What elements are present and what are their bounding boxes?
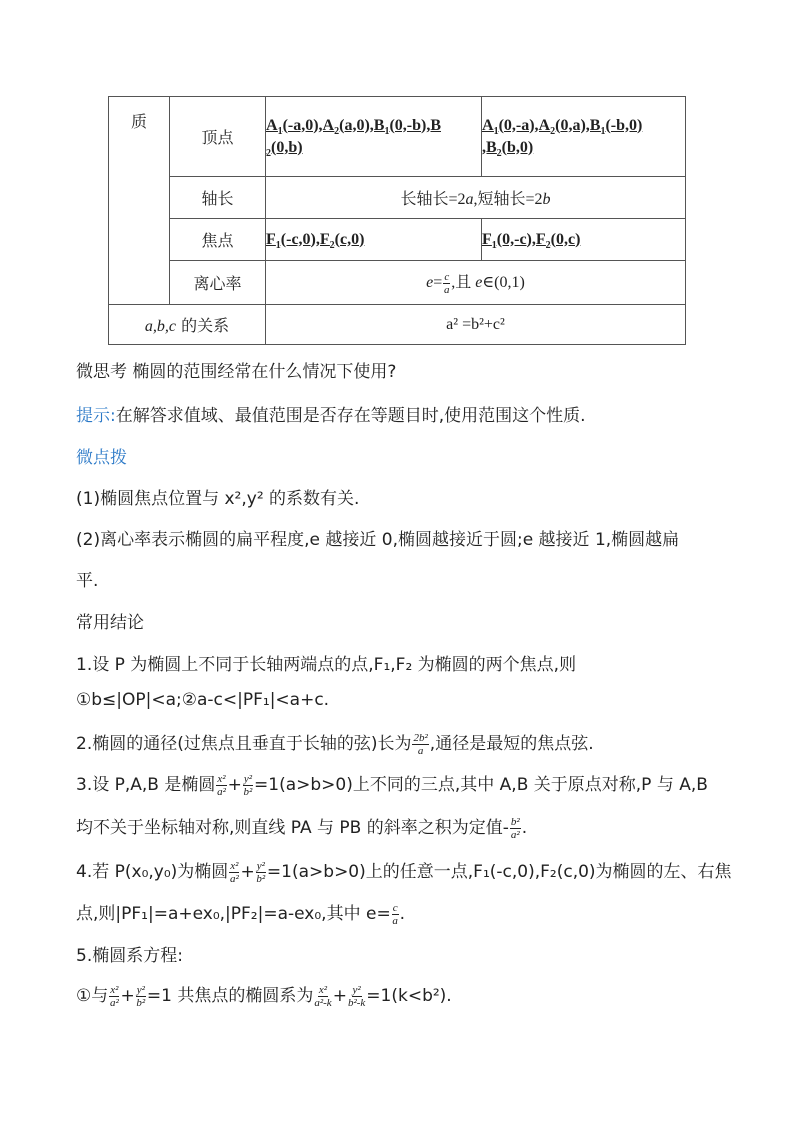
- conclusion-3b: 均不关于坐标轴对称,则直线 PA 与 PB 的斜率之积为定值- $\frac{\text{b²}}{\text{a²}}$ .: [76, 815, 528, 841]
- point-1: (1)椭圆焦点位置与 x²,y² 的系数有关.: [76, 489, 360, 509]
- conclusion-2: 2.椭圆的通径(过焦点且垂直于长轴的弦)长为 $\frac{\text{2b²}}{a}$ ,通径是最短的焦点弦.: [76, 731, 594, 757]
- focus-horizontal: $F_1(-c,0),F_2(c,0)$: [266, 219, 482, 261]
- ellipse-properties-table: [108, 96, 686, 345]
- think-question: 微思考 椭圆的范围经常在什么情况下使用?: [76, 362, 397, 382]
- conclusion-5: 5.椭圆系方程:: [76, 946, 183, 966]
- axis-label: 轴长: [170, 177, 266, 219]
- conclusion-4b: 点,则|PF₁|=a+ex₀,|PF₂|=a-ex₀,其中 e= $\frac{c}{a}$ .: [76, 901, 405, 927]
- conclusion-4: 4.若 P(x₀,y₀)为椭圆 $\frac{\text{x²}}{\text{a²}}$ + $\frac{\text{y²}}{\text{b²}}$ =1(a>b>0)上的任意一点,F₁(-c,0),F₂(c,0)为椭圆的左、右焦: [76, 859, 732, 885]
- conclusion-1b: ①b≤|OP|<a;②a-c<|PF₁|<a+c.: [76, 690, 330, 710]
- hint: 提示:在解答求值域、最值范围是否存在等题目时,使用范围这个性质.: [76, 406, 586, 426]
- eccentricity-value: e= $\frac{c}{a}$ ,且 e∈(0,1): [266, 261, 686, 305]
- conclusion-5a: ①与 $\frac{\text{x²}}{\text{a²}}$ + $\frac{\text{y²}}{\text{b²}}$ =1 共焦点的椭圆系为 $\frac{\text{x²}}{\text{a²-k}}$ + $\frac{\text{y²}}{\text{b²-k}}$ =1(k<b²).: [76, 983, 452, 1009]
- point-2: (2)离心率表示椭圆的扁平程度,e 越接近 0,椭圆越接近于圆;e 越接近 1,椭圆越扁: [76, 530, 680, 550]
- point-title: 微点拨: [76, 448, 127, 468]
- conclusion-1: 1.设 P 为椭圆上不同于长轴两端点的点,F₁,F₂ 为椭圆的两个焦点,则: [76, 655, 577, 675]
- vertex-horizontal: $A_1(-a,0),A_2(a,0),B_1(0,-b),B$ $_2$(0,b): [266, 97, 482, 177]
- row-label-quality: 质: [109, 97, 170, 305]
- focus-vertical: $F_1(0,-c),F_2(0,c)$: [482, 219, 686, 261]
- eccentricity-label: 离心率: [170, 261, 266, 305]
- relation-value: a² =b²+c²: [266, 305, 686, 345]
- hint-label: 提示:: [76, 406, 116, 426]
- common-title: 常用结论: [76, 613, 144, 633]
- point-2-cont: 平.: [76, 571, 99, 591]
- conclusion-3: 3.设 P,A,B 是椭圆 $\frac{\text{x²}}{\text{a²}}$ + $\frac{\text{y²}}{\text{b²}}$ =1(a>b>0)上不同的三点,其中 A,B 关于原点对称,P 与 A,B: [76, 772, 708, 798]
- vertex-vertical: $A_1(0,-a),A_2(0,a),B_1(-b,0)$ $,B_2(b,0)$: [482, 97, 686, 177]
- relation-label: a,b,c 的关系: [109, 305, 266, 345]
- focus-label: 焦点: [170, 219, 266, 261]
- vertex-label: 顶点: [170, 97, 266, 177]
- axis-value: 长轴长=2a,短轴长=2b: [266, 177, 686, 219]
